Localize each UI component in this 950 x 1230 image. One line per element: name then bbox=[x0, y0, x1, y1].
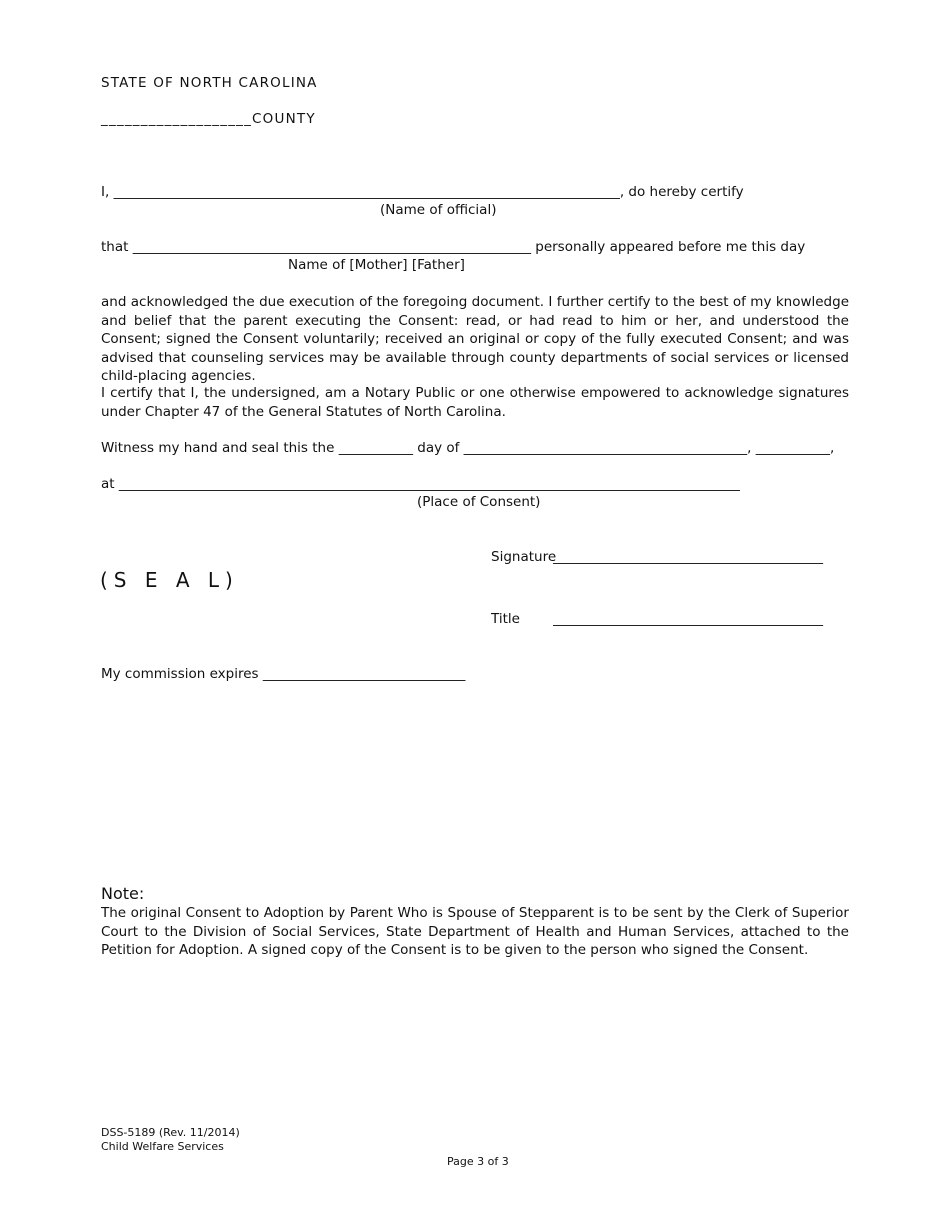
parent-name-caption: Name of [Mother] [Father] bbox=[288, 257, 465, 273]
title-line: ________________________________________ bbox=[553, 611, 823, 627]
note-heading: Note: bbox=[101, 884, 145, 903]
seal-placeholder: (S E A L) bbox=[100, 568, 239, 592]
signature-label: Signature bbox=[491, 549, 557, 565]
state-heading: STATE OF NORTH CAROLINA bbox=[101, 75, 318, 91]
official-name-caption: (Name of official) bbox=[380, 202, 497, 218]
division-name: Child Welfare Services bbox=[101, 1140, 224, 1153]
acknowledgment-paragraph: and acknowledged the due execution of the foregoing document. I further certify to the best of my knowledge and belief that the parent executing the Consent: read, or had read to him or her, and understood the Consent; signed the Consent voluntarily; received an original or copy of the fully executed Consent; and was advised that counseling services may be available through county departments of social services or licensed child-placing agencies. bbox=[101, 294, 849, 384]
notary-certification-paragraph: I certify that I, the undersigned, am a Notary Public or one otherwise empowered to acknowledge signatures under Chapter 47 of the General Statutes of North Carolina. bbox=[101, 385, 849, 420]
commission-expires-line: My commission expires ______________________________ bbox=[101, 666, 466, 682]
place-caption: (Place of Consent) bbox=[417, 494, 541, 510]
parent-appeared-line: that ___________________________________________________________ personally appeared before me this day bbox=[101, 239, 806, 255]
form-number: DSS-5189 (Rev. 11/2014) bbox=[101, 1126, 240, 1139]
title-label: Title bbox=[491, 611, 520, 627]
signature-line: ________________________________________ bbox=[553, 549, 823, 565]
note-text: The original Consent to Adoption by Parent Who is Spouse of Stepparent is to be sent by the Clerk of Superior Court to the Division of Social Services, State Department of Health and Human Services, attached to the Petition for Adoption. A signed copy of the Consent is to be given to the person who signed the Consent. bbox=[101, 905, 849, 958]
official-certify-line: I, ___________________________________________________________________________, do hereby certify bbox=[101, 184, 744, 200]
county-line: ___________________COUNTY bbox=[101, 111, 316, 127]
page-number: Page 3 of 3 bbox=[447, 1155, 509, 1168]
place-line: at ____________________________________________________________________________________________ bbox=[101, 476, 740, 492]
witness-line: Witness my hand and seal this the ___________ day of __________________________________________, ___________, bbox=[101, 440, 835, 456]
